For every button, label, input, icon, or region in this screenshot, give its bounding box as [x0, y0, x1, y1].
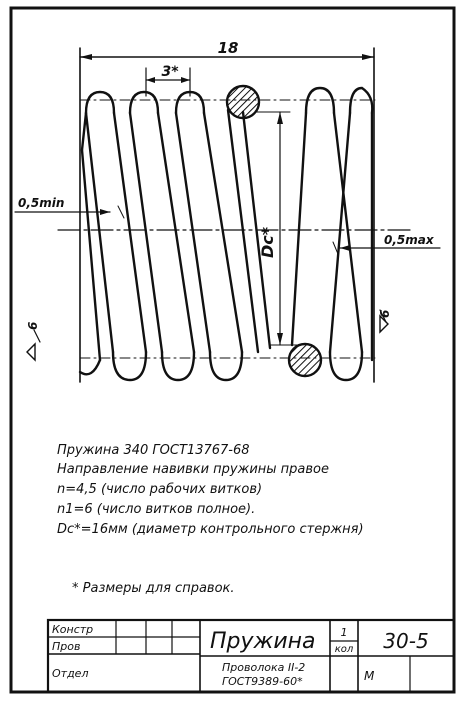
- roughness-symbol-right: [378, 310, 392, 332]
- designer-label: Констр: [52, 623, 94, 636]
- wire-section-bottom: [289, 344, 321, 376]
- technical-notes: [57, 443, 364, 596]
- checker-label: Пров: [52, 640, 81, 653]
- scale-mark: М: [364, 669, 375, 683]
- department-label: Отдел: [52, 667, 89, 680]
- min-gap-dimension: 0,5min: [18, 196, 65, 210]
- length-dimension: 18: [217, 39, 239, 57]
- material-line-1: Проволока II-2: [222, 661, 306, 674]
- reference-note: * Размеры для справок.: [72, 581, 235, 596]
- quantity-label: кол: [334, 644, 354, 655]
- note-line-5: Dc*=16мм (диаметр контрольного стержня): [57, 522, 364, 537]
- svg-text:6: 6: [378, 309, 392, 318]
- drawing-code: 30-5: [383, 629, 429, 653]
- svg-text:6: 6: [26, 321, 40, 330]
- part-title: Пружина: [210, 629, 316, 654]
- note-line-4: n1=6 (число витков полное).: [57, 502, 256, 517]
- note-line-2: Направление навивки пружины правое: [57, 462, 330, 477]
- spring-drawing: [15, 48, 440, 382]
- diameter-dimension: Dc*: [258, 226, 277, 258]
- quantity-value: 1: [340, 626, 348, 639]
- material-line-2: ГОСТ9389-60*: [222, 675, 303, 688]
- note-line-1: Пружина 340 ГОСТ13767-68: [57, 443, 250, 458]
- max-gap-dimension: 0,5max: [384, 233, 434, 247]
- note-line-3: n=4,5 (число рабочих витков): [57, 482, 263, 497]
- pitch-dimension: 3*: [161, 64, 179, 80]
- roughness-symbol-left: [26, 322, 40, 360]
